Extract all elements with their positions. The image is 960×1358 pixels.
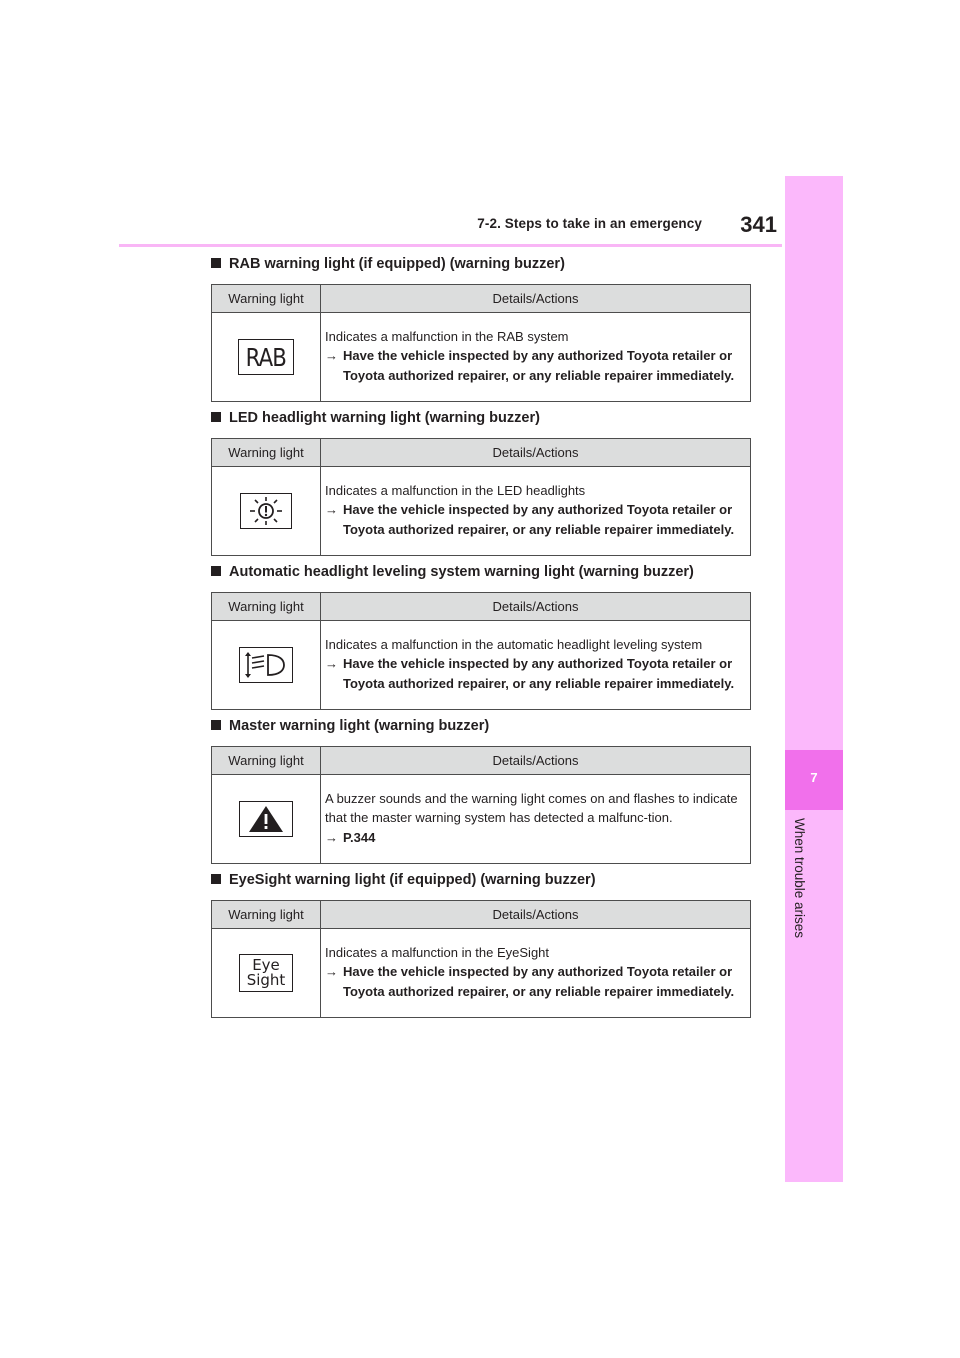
chapter-number: 7 [810,770,818,785]
square-bullet-icon [211,874,221,884]
description: Indicates a malfunction in the RAB system [325,328,569,344]
page-number: 341 [740,212,777,237]
description: Indicates a malfunction in the EyeSight [325,944,550,960]
arrow-right-icon: → [325,656,338,672]
section-heading-headlight-leveling: Automatic headlight leveling system warning light (warning buzzer) [211,564,771,580]
column-header-warning-light: Warning light [212,285,321,313]
column-header-details: Details/Actions [321,285,751,313]
details-cell [321,775,751,864]
icon-cell [212,775,321,864]
arrow-right-icon: → [325,964,338,980]
eyesight-warning-table [211,900,751,1018]
arrow-right-icon: → [325,829,338,845]
column-header-warning-light: Warning light [212,901,321,929]
chapter-title: When trouble arises [792,818,807,939]
header-divider [119,244,782,247]
square-bullet-icon [211,258,221,268]
square-bullet-icon [211,566,221,576]
action: → Have the vehicle inspected by any authorized Toyota retailer or Toyota authorized repairer, or any reliable repairer immediately. [325,656,735,691]
arrow-right-icon: → [325,348,338,364]
column-header-warning-light: Warning light [212,439,321,467]
section-heading-master-warning: Master warning light (warning buzzer) [211,718,771,734]
details-cell [321,313,751,402]
section-heading-eyesight: EyeSight warning light (if equipped) (warning buzzer) [211,872,771,888]
column-header-details: Details/Actions [321,439,751,467]
icon-cell [212,467,321,556]
description: Indicates a malfunction in the LED headlights [325,482,586,498]
led-headlight-warning-table [211,438,751,556]
column-header-details: Details/Actions [321,901,751,929]
action [325,828,746,848]
description: Indicates a malfunction in the automatic headlight leveling system [325,636,703,652]
icon-cell [212,313,321,402]
icon-cell [212,621,321,710]
section-heading-led-headlight: LED headlight warning light (warning buzzer) [211,410,771,426]
square-bullet-icon [211,720,221,730]
details-cell [321,467,751,556]
master-warning-table [211,746,751,864]
column-header-warning-light: Warning light [212,593,321,621]
arrow-right-icon: → [325,502,338,518]
description: A buzzer sounds and the warning light comes on and flashes to indicate that the master warning system has detected a malfunc-tion. [325,790,738,826]
headlight-leveling-warning-table [211,592,751,710]
running-header: 7-2. Steps to take in an emergency [477,216,702,231]
column-header-details: Details/Actions [321,747,751,775]
column-header-details: Details/Actions [321,593,751,621]
section-heading-rab: RAB warning light (if equipped) (warning buzzer) [211,256,771,272]
page-reference-link[interactable]: P.344 [343,829,376,845]
details-cell [321,929,751,1018]
icon-cell [212,929,321,1018]
square-bullet-icon [211,412,221,422]
master-warning-icon [239,801,293,837]
eyesight-warning-icon: Eye Sight [239,954,293,992]
rab-warning-icon: RAB [238,339,294,375]
headlight-leveling-warning-icon [239,647,293,683]
column-header-warning-light: Warning light [212,747,321,775]
action: → Have the vehicle inspected by any authorized Toyota retailer or Toyota authorized repairer, or any reliable repairer immediately. [325,964,735,999]
details-cell [321,621,751,710]
action: → Have the vehicle inspected by any authorized Toyota retailer or Toyota authorized repairer, or any reliable repairer immediately. [325,348,735,383]
rab-warning-table [211,284,751,402]
action: → Have the vehicle inspected by any authorized Toyota retailer or Toyota authorized repairer, or any reliable repairer immediately. [325,502,735,537]
led-headlight-warning-icon [240,493,292,529]
